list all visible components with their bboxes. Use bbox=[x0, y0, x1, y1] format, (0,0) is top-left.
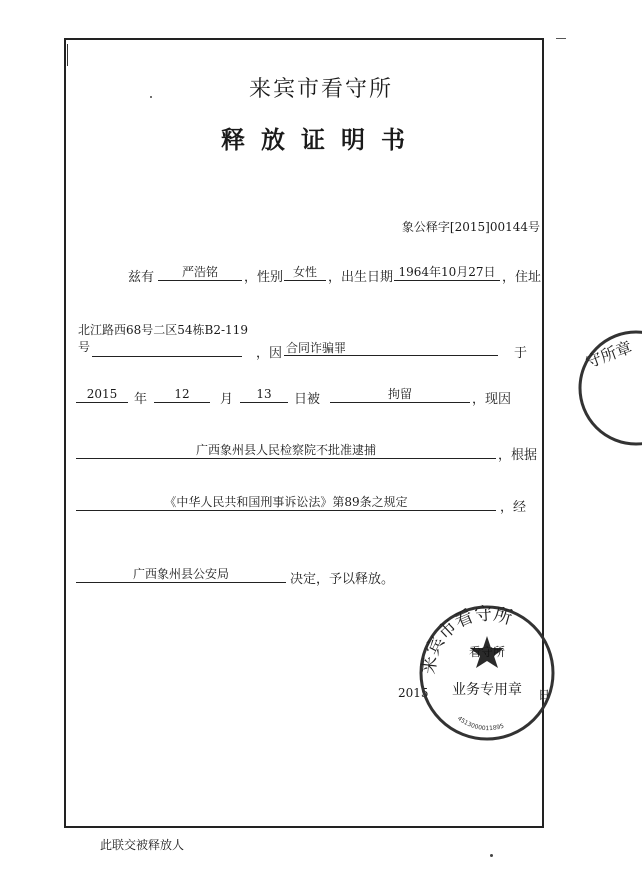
year-label: 年 bbox=[134, 392, 148, 407]
address-line-2: 号 bbox=[78, 340, 91, 354]
footer-note: 此联交被释放人 bbox=[100, 838, 185, 852]
scan-speck bbox=[490, 854, 493, 857]
basis-label: ，根据 bbox=[498, 448, 538, 463]
seal-ring-text: 来宾市看守所 bbox=[418, 604, 515, 676]
gender-label: ，性别 bbox=[244, 270, 284, 285]
partial-seal bbox=[566, 328, 642, 448]
issue-day-trail: 日 bbox=[538, 688, 551, 702]
day-field: 13 bbox=[240, 386, 288, 403]
due-label: ，因 bbox=[256, 346, 283, 361]
year-field: 2015 bbox=[76, 386, 128, 403]
day-label: 日被 bbox=[294, 392, 321, 407]
official-seal bbox=[418, 604, 556, 742]
border-tick-mark bbox=[67, 44, 68, 66]
document-title: 释放证明书 bbox=[221, 125, 421, 154]
month-field: 12 bbox=[154, 386, 210, 403]
dob-label: ，出生日期 bbox=[328, 270, 394, 285]
jing-text: ，经 bbox=[500, 500, 527, 515]
scan-mark bbox=[556, 38, 566, 39]
institution-title: 来宾市看守所 bbox=[248, 77, 393, 102]
address-label: ，住址 bbox=[502, 270, 542, 285]
yu-text: 于 bbox=[514, 346, 528, 361]
dob-field: 1964年10月27日 bbox=[394, 264, 500, 281]
decision-text: 决定，予以释放。 bbox=[290, 572, 395, 587]
seal-inner-bottom: 业务专用章 bbox=[452, 682, 522, 698]
seal-inner-top: 看守所 bbox=[468, 645, 506, 659]
gender-field: 女性 bbox=[284, 264, 326, 281]
law-field: 《中华人民共和国刑事诉讼法》第89条之规定 bbox=[76, 494, 496, 511]
action-field: 拘留 bbox=[330, 386, 470, 403]
address-underline bbox=[92, 340, 242, 357]
reference-number: 象公释字[2015]00144号 bbox=[401, 220, 540, 234]
authority-field: 广西象州县公安局 bbox=[76, 566, 286, 583]
issue-year: 2015 bbox=[398, 686, 429, 700]
now-due-text: ，现因 bbox=[472, 392, 512, 407]
partial-seal-text: 守所章 bbox=[582, 337, 635, 372]
lead-text: 兹有 bbox=[128, 270, 155, 285]
charge-field: 合同诈骗罪 bbox=[284, 340, 498, 356]
seal-serial: 4513000011895 bbox=[456, 715, 505, 733]
name-field: 严浩铭 bbox=[158, 264, 242, 281]
reason-field: 广西象州县人民检察院不批准逮捕 bbox=[76, 442, 496, 459]
address-line-1: 北江路西68号二区54栋B2-119 bbox=[78, 323, 248, 337]
month-label: 月 bbox=[220, 392, 234, 407]
scan-speck bbox=[150, 96, 152, 98]
